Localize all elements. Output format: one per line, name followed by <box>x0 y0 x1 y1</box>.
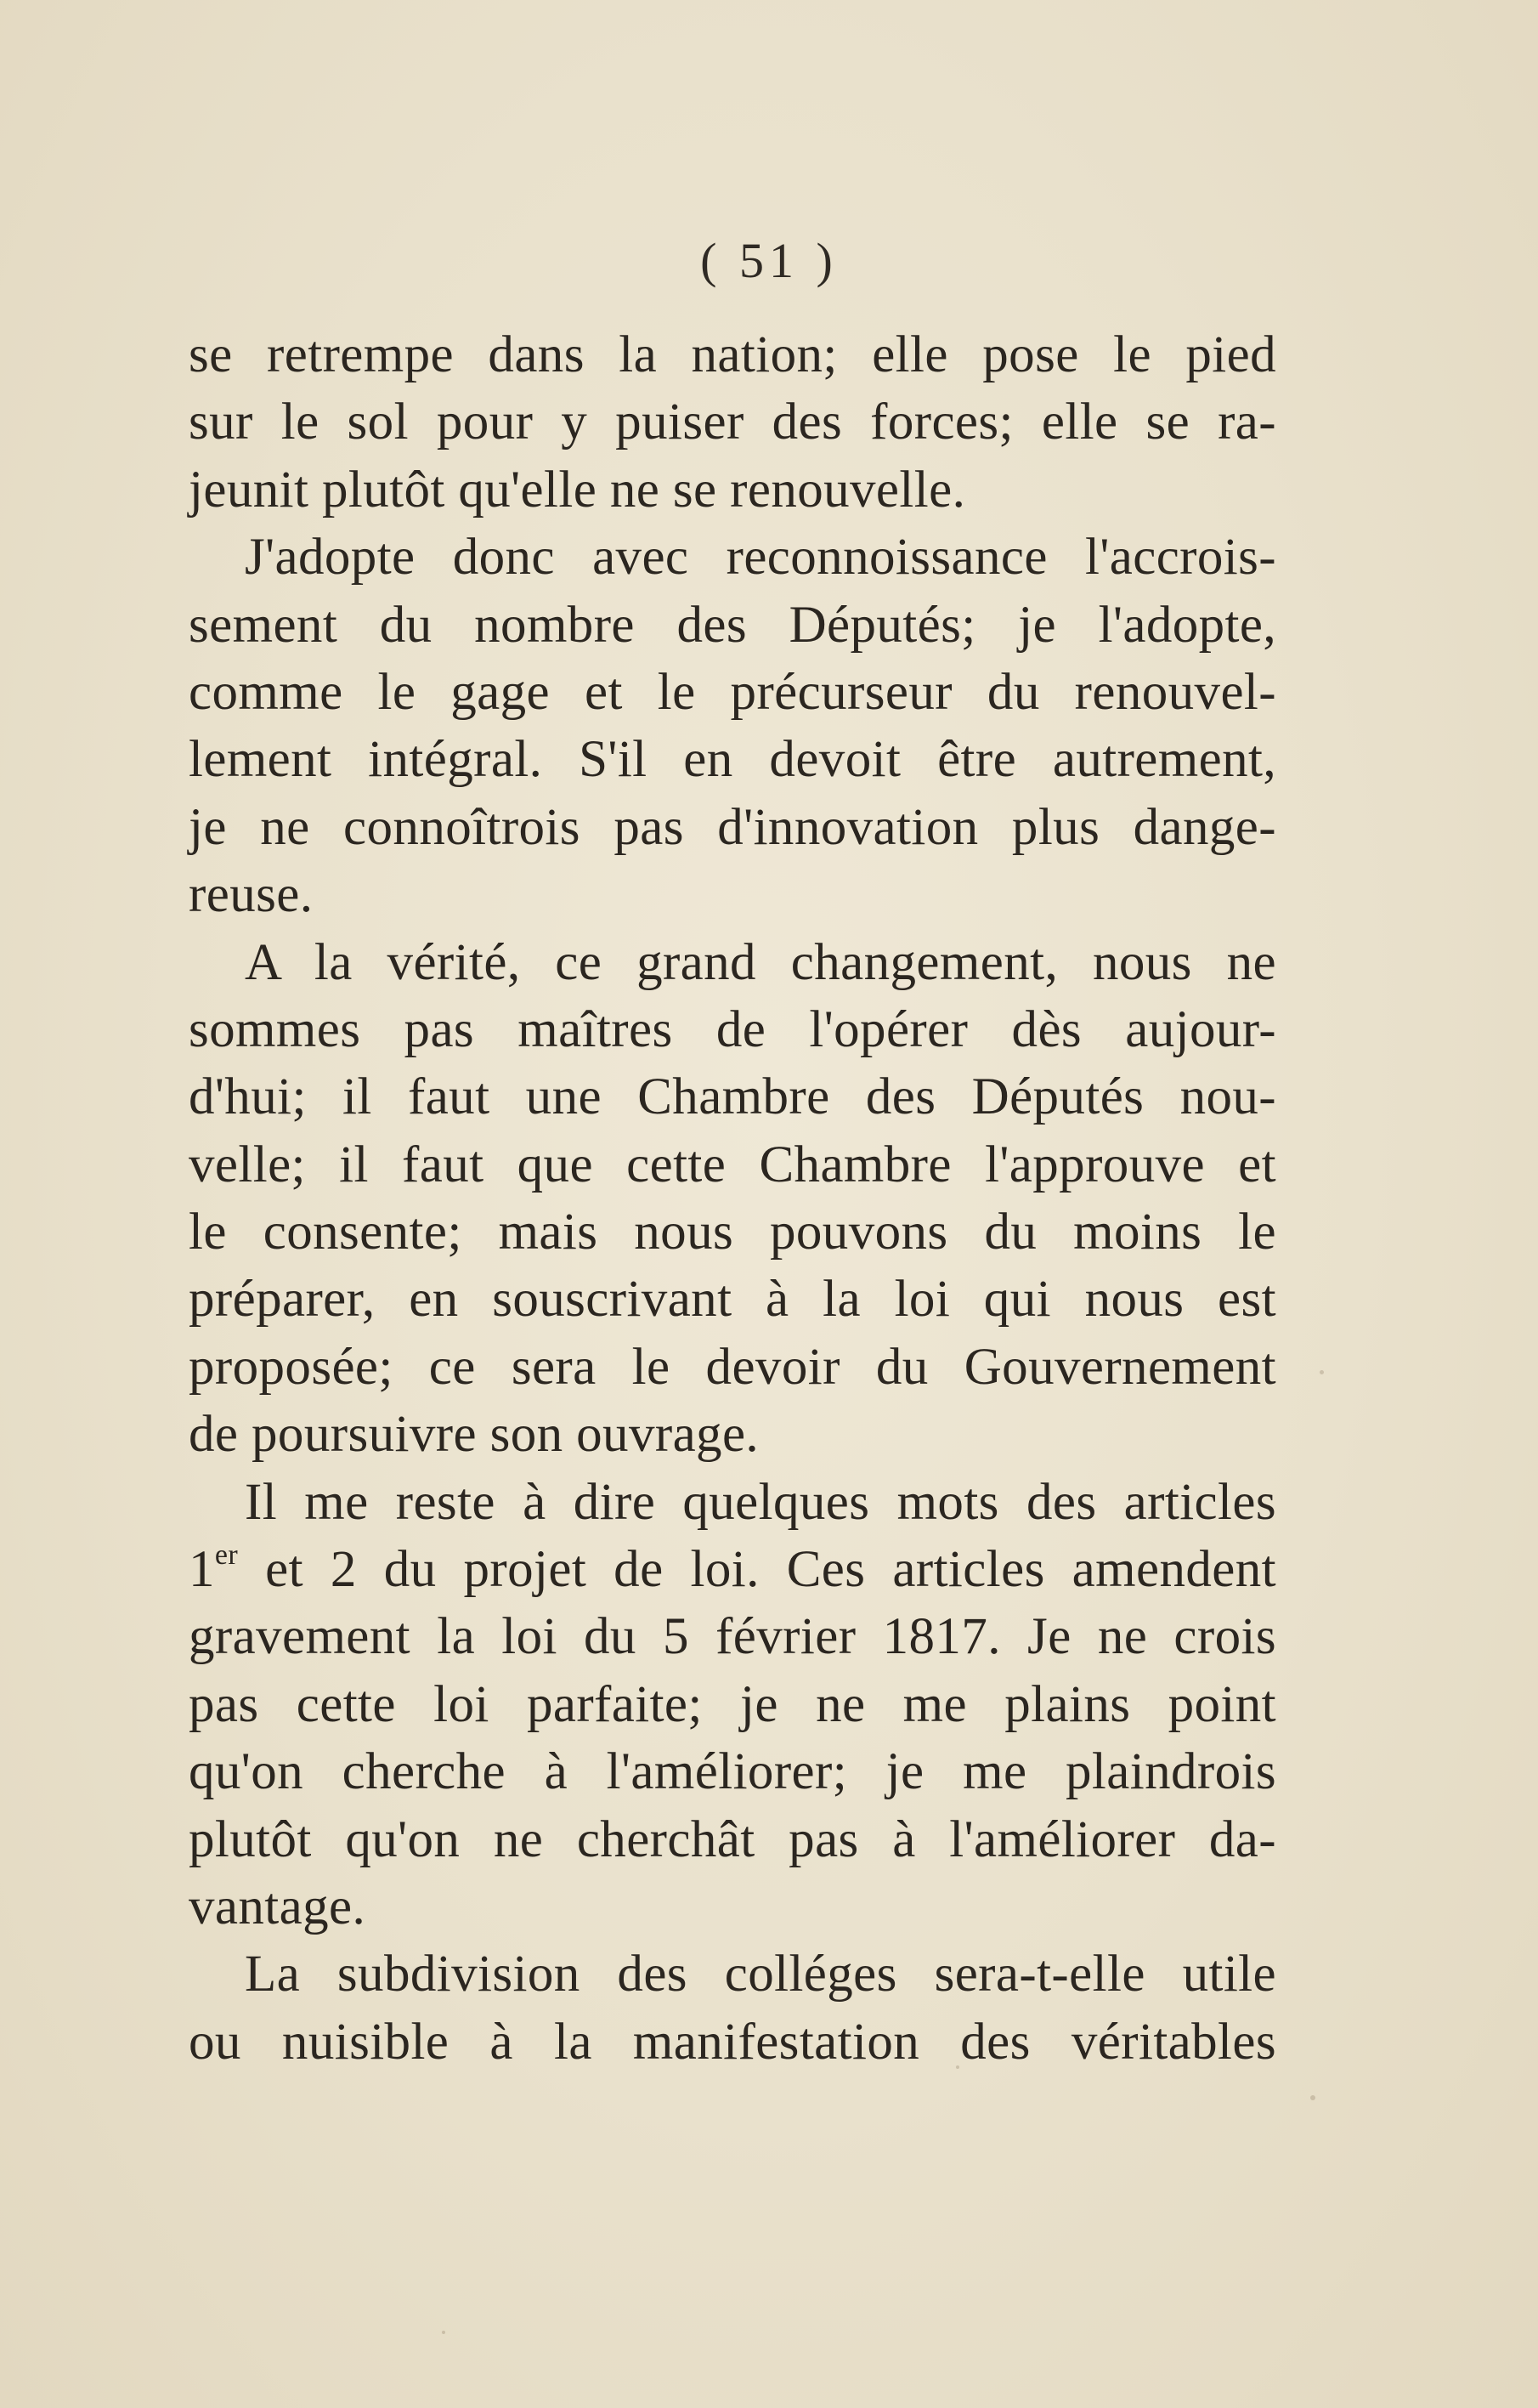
text-line: proposée; ce sera le devoir du Gouvernement <box>189 1338 1276 1396</box>
paper-speck <box>1320 1370 1324 1374</box>
text-line: comme le gage et le précurseur du renouvel- <box>189 663 1276 721</box>
paper-speck <box>956 2065 959 2069</box>
text-line: J'adopte donc avec reconnoissance l'accrois- <box>245 529 1276 586</box>
text-line: sur le sol pour y puiser des forces; elle se ra- <box>189 394 1276 451</box>
text-line: jeunit plutôt qu'elle ne se renouvelle. <box>189 461 966 518</box>
paper-speck <box>442 2331 445 2334</box>
text-line: vantage. <box>189 1878 366 1935</box>
text-line: sement du nombre des Députés; je l'adopte, <box>189 596 1276 654</box>
text-line: ou nuisible à la manifestation des véritables <box>189 2013 1276 2071</box>
text-line: d'hui; il faut une Chambre des Députés nou- <box>189 1068 1276 1126</box>
text-line: 1er et 2 du projet de loi. Ces articles amendent <box>189 1539 1276 1599</box>
text-line: pas cette loi parfaite; je ne me plains point <box>189 1675 1276 1733</box>
text-line: Il me reste à dire quelques mots des articles <box>245 1473 1276 1531</box>
text-line: reuse. <box>189 866 314 924</box>
text-line: A la vérité, ce grand changement, nous ne <box>245 933 1276 991</box>
text-line: plutôt qu'on ne cherchât pas à l'améliorer da- <box>189 1810 1276 1868</box>
text-line: préparer, en souscrivant à la loi qui nous est <box>189 1271 1276 1329</box>
paper-speck <box>1310 2095 1315 2100</box>
text-line: qu'on cherche à l'améliorer; je me plaindrois <box>189 1743 1276 1801</box>
text-line: sommes pas maîtres de l'opérer dès aujour- <box>189 1000 1276 1058</box>
text-line: velle; il faut que cette Chambre l'approuve et <box>189 1136 1276 1193</box>
text-line: de poursuivre son ouvrage. <box>189 1406 760 1464</box>
text-line: le consente; mais nous pouvons du moins le <box>189 1204 1276 1261</box>
text-line: lement intégral. S'il en devoit être autrement, <box>189 731 1276 789</box>
page-number: ( 51 ) <box>700 233 838 288</box>
text-line: je ne connoîtrois pas d'innovation plus dange- <box>189 798 1276 856</box>
body-text <box>189 321 1276 2076</box>
text-line: se retrempe dans la nation; elle pose le pied <box>189 326 1276 383</box>
text-line: gravement la loi du 5 février 1817. Je ne crois <box>189 1608 1276 1666</box>
text-line: La subdivision des colléges sera-t-elle utile <box>245 1946 1276 2003</box>
